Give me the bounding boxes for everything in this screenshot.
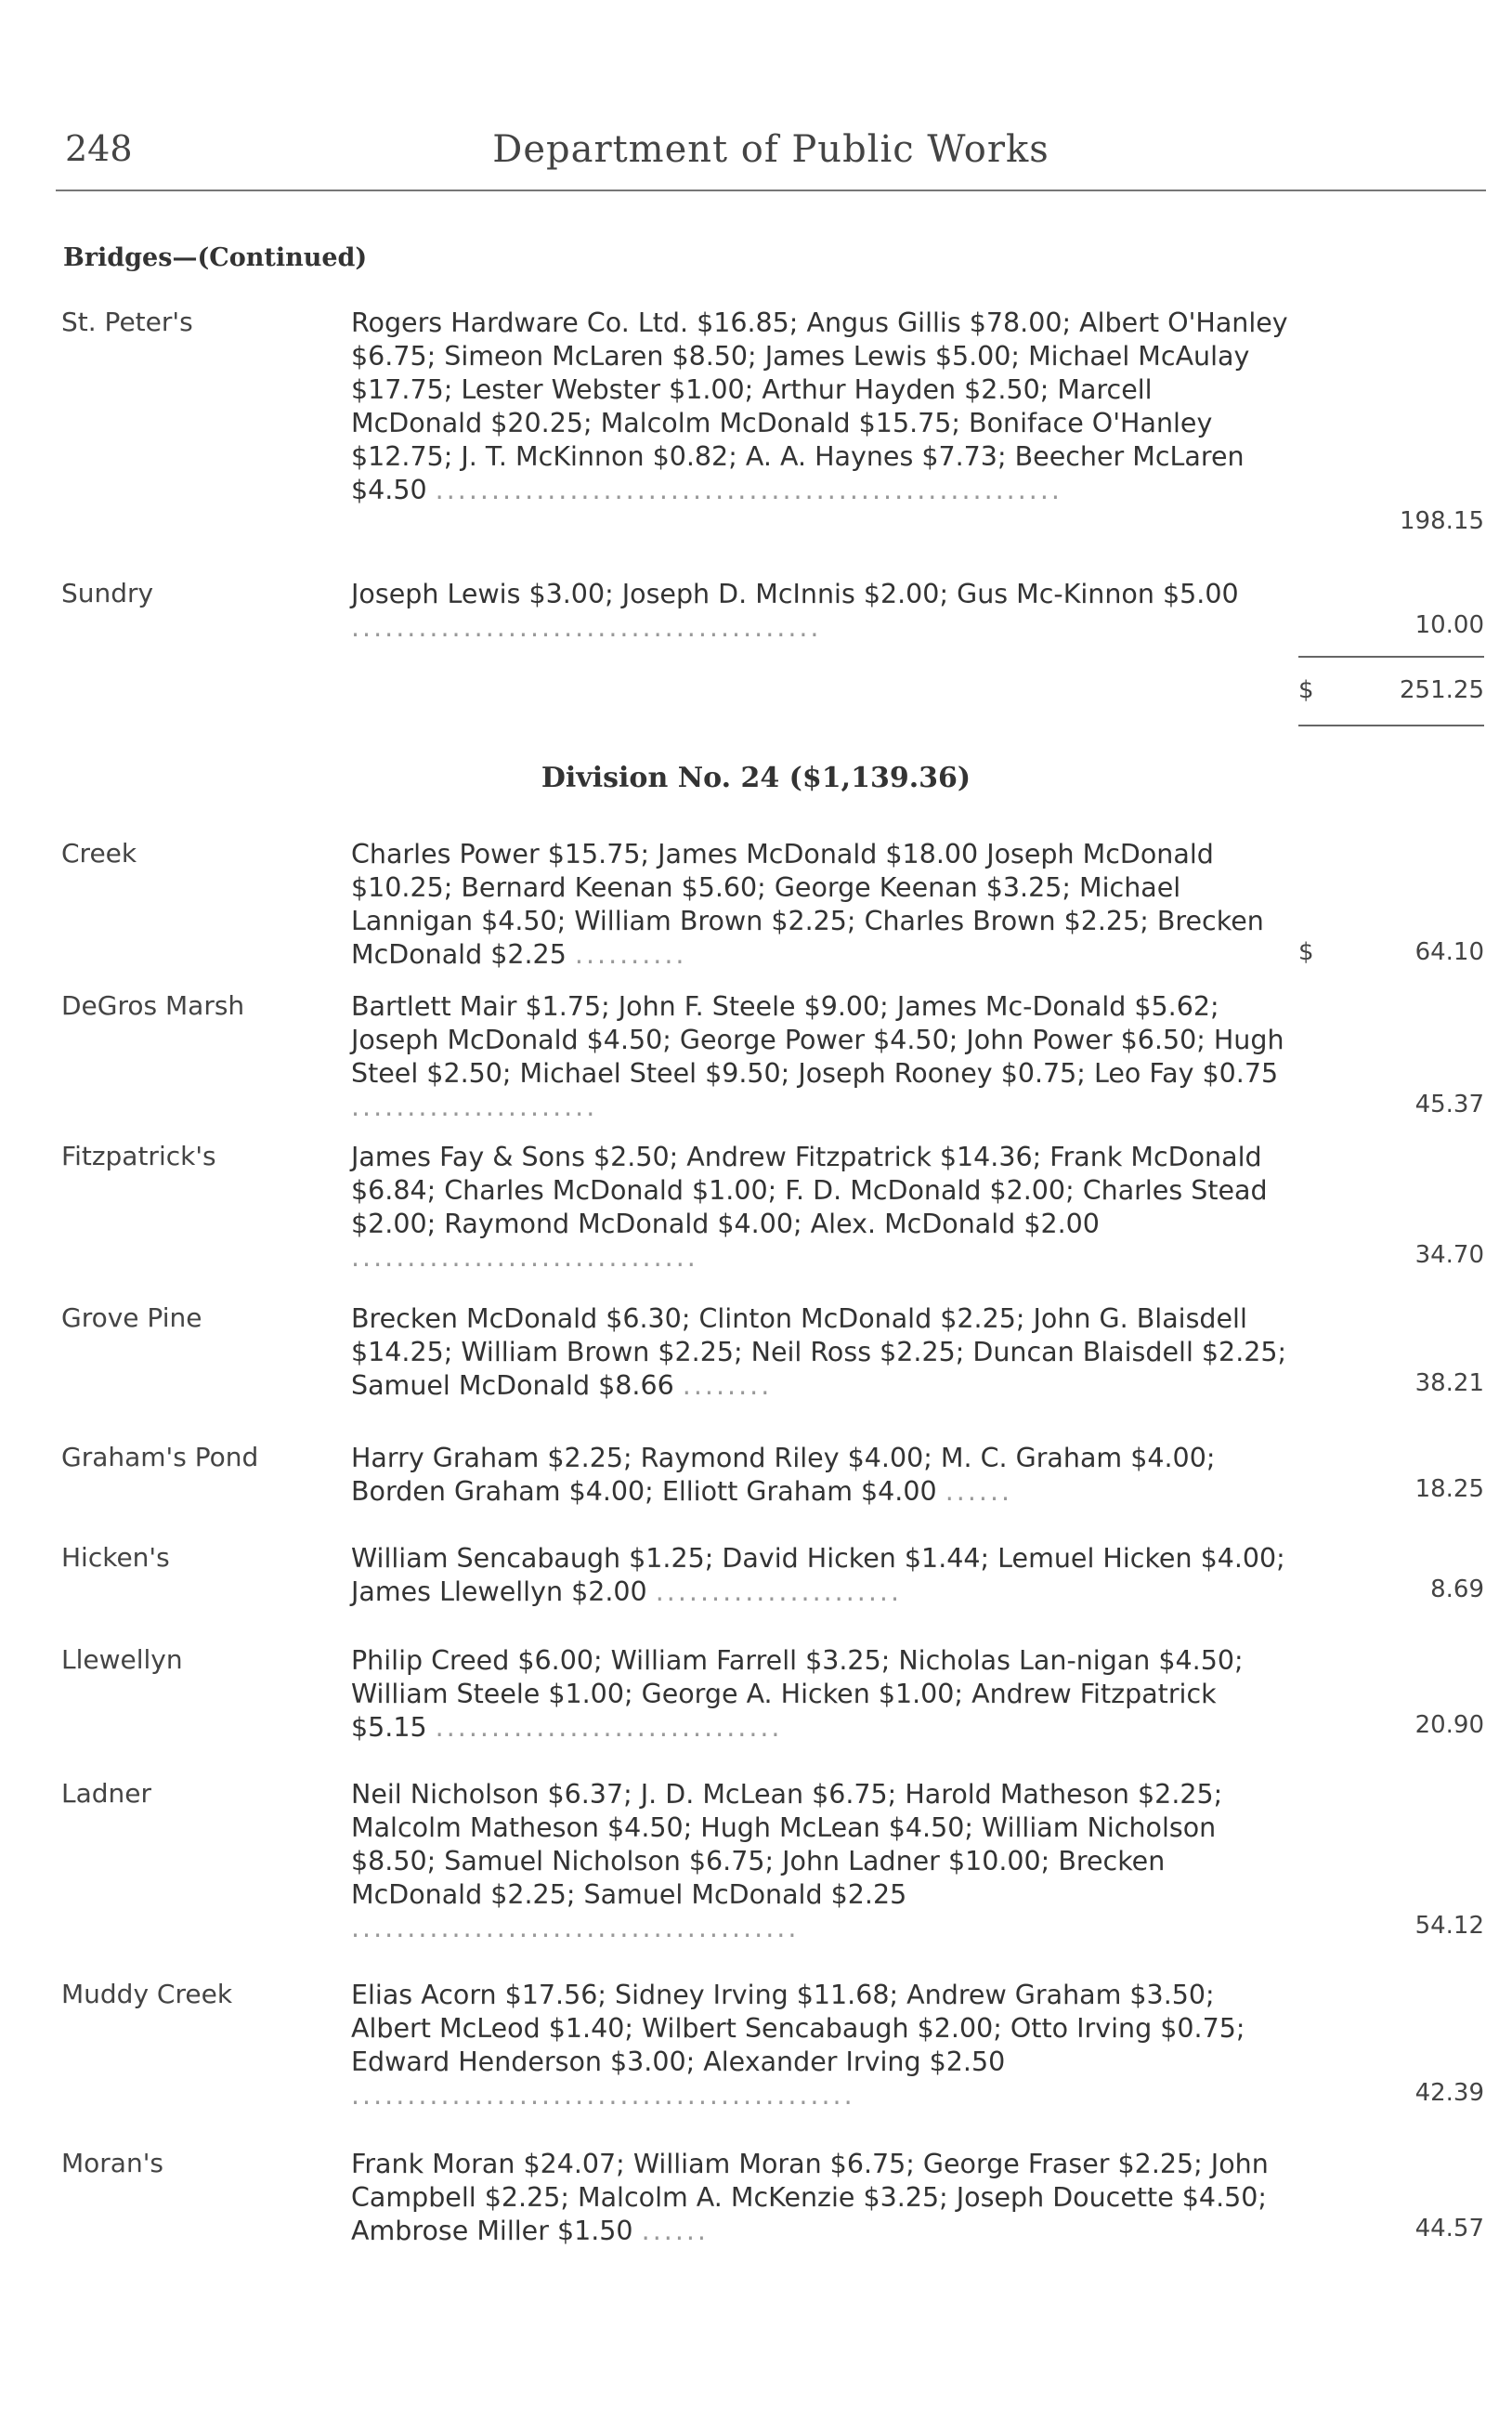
dot-leader: ........ bbox=[682, 1370, 773, 1401]
dot-leader: ............................... bbox=[351, 1242, 698, 1273]
entry-location: Muddy Creek bbox=[61, 1979, 233, 2009]
entry-amount: 64.10 bbox=[1414, 938, 1484, 966]
division-heading: Division No. 24 ($1,139.36) bbox=[541, 762, 971, 794]
entry-location: Grove Pine bbox=[61, 1302, 202, 1333]
entry-description: Frank Moran $24.07; William Moran $6.75; George Fraser $2.25; John Campbell $2.25; Malcolm A. McKenzie $3.25; Joseph Doucette $4.50; Ambrose Miller $1.50 ...... bbox=[351, 2149, 1269, 2246]
entry-currency: $ bbox=[1298, 938, 1314, 966]
entry-description: Neil Nicholson $6.37; J. D. McLean $6.75; Harold Matheson $2.25; Malcolm Matheson $4.50; Hugh McLean $4.50; William Nicholson $8.50; Samuel Nicholson $6.75; John Ladner $10.00; Brecken McDonald $2.25; Samuel McDonald $2.25 ........................................ bbox=[351, 1779, 1223, 1943]
entry-description: Brecken McDonald $6.30; Clinton McDonald $2.25; John G. Blaisdell $14.25; William Brown $2.25; Neil Ross $2.25; Duncan Blaisdell $2.25; Samuel McDonald $8.66 ........ bbox=[351, 1303, 1287, 1401]
entry-amount: 8.69 bbox=[1430, 1576, 1484, 1603]
bridges-total: 251.25 bbox=[1400, 676, 1484, 704]
entry-description: William Sencabaugh $1.25; David Hicken $1.44; Lemuel Hicken $4.00; James Llewellyn $2.00 ...................... bbox=[351, 1543, 1285, 1607]
entry-description: Charles Power $15.75; James McDonald $18.00 Joseph McDonald $10.25; Bernard Keenan $5.60; George Keenan $3.25; Michael Lannigan $4.50; William Brown $2.25; Charles Brown $2.25; Brecken McDonald $2.25 .......... bbox=[351, 839, 1264, 970]
page-number: 248 bbox=[65, 128, 133, 169]
entry-amount: 38.21 bbox=[1414, 1369, 1484, 1397]
entry-amount: 45.37 bbox=[1414, 1091, 1484, 1118]
entry-location: Sundry bbox=[61, 578, 154, 608]
entry-location: Hicken's bbox=[61, 1542, 170, 1573]
total-rule-bottom bbox=[1298, 725, 1484, 726]
entry-amount: 44.57 bbox=[1414, 2215, 1484, 2242]
entry-amount: 198.15 bbox=[1400, 507, 1484, 535]
entry-location: Creek bbox=[61, 838, 137, 869]
entry-location: Moran's bbox=[61, 2148, 163, 2178]
entry-amount: 18.25 bbox=[1414, 1475, 1484, 1503]
entry-location: Fitzpatrick's bbox=[61, 1141, 216, 1171]
page-header bbox=[56, 128, 1486, 175]
dot-leader: ........................................ bbox=[351, 1913, 800, 1943]
entry-amount: 42.39 bbox=[1414, 2079, 1484, 2107]
total-currency: $ bbox=[1298, 676, 1314, 704]
running-title: Department of Public Works bbox=[492, 128, 1049, 171]
entry-amount: 54.12 bbox=[1414, 1912, 1484, 1940]
dot-leader: ...................... bbox=[351, 1092, 598, 1122]
dot-leader: ...... bbox=[641, 2216, 709, 2246]
entry-amount: 34.70 bbox=[1414, 1241, 1484, 1269]
section-heading: Bridges—(Continued) bbox=[63, 243, 368, 272]
entry-location: DeGros Marsh bbox=[61, 990, 245, 1021]
entry-location: Llewellyn bbox=[61, 1644, 183, 1675]
entry-description: James Fay & Sons $2.50; Andrew Fitzpatrick $14.36; Frank McDonald $6.84; Charles McDonald $1.00; F. D. McDonald $2.00; Charles Stead $2.00; Raymond McDonald $4.00; Alex. McDonald $2.00 ............................... bbox=[351, 1142, 1268, 1273]
entry-description: Philip Creed $6.00; William Farrell $3.25; Nicholas Lan-nigan $4.50; William Steele $1.00; George A. Hicken $1.00; Andrew Fitzpatrick $5.15 ............................... bbox=[351, 1645, 1244, 1743]
entry-description: Elias Acorn $17.56; Sidney Irving $11.68; Andrew Graham $3.50; Albert McLeod $1.40; Wilbert Sencabaugh $2.00; Otto Irving $0.75; Edward Henderson $3.00; Alexander Irving $2.50 ............................................. bbox=[351, 1980, 1245, 2111]
dot-leader: ............................................. bbox=[351, 2080, 855, 2111]
dot-leader: ...................... bbox=[655, 1576, 903, 1607]
entry-description: Bartlett Mair $1.75; John F. Steele $9.00; James Mc-Donald $5.62; Joseph McDonald $4.50; George Power $4.50; John Power $6.50; Hugh Steel $2.50; Michael Steel $9.50; Joseph Rooney $0.75; Leo Fay $0.75 ...................... bbox=[351, 991, 1284, 1122]
entry-description: Rogers Hardware Co. Ltd. $16.85; Angus Gillis $78.00; Albert O'Hanley $6.75; Simeon McLaren $8.50; James Lewis $5.00; Michael McAulay $17.75; Lester Webster $1.00; Arthur Hayden $2.50; Marcell McDonald $20.25; Malcolm McDonald $15.75; Boniface O'Hanley $12.75; J. T. McKinnon $0.82; A. A. Haynes $7.73; Beecher McLaren $4.50 ........................................................ bbox=[351, 307, 1288, 505]
dot-leader: .......................................... bbox=[351, 612, 822, 643]
entry-location: Graham's Pond bbox=[61, 1442, 259, 1472]
entry-description: Joseph Lewis $3.00; Joseph D. McInnis $2.00; Gus Mc-Kinnon $5.00 .......................................... bbox=[351, 579, 1239, 643]
dot-leader: .......... bbox=[574, 939, 687, 970]
entry-amount: 10.00 bbox=[1414, 611, 1484, 639]
entry-location: Ladner bbox=[61, 1778, 152, 1809]
dot-leader: ........................................................ bbox=[435, 475, 1062, 505]
entry-amount: 20.90 bbox=[1414, 1711, 1484, 1739]
total-rule-top bbox=[1298, 656, 1484, 658]
entry-location: St. Peter's bbox=[61, 307, 193, 337]
entry-description: Harry Graham $2.25; Raymond Riley $4.00; M. C. Graham $4.00; Borden Graham $4.00; Elliott Graham $4.00 ...... bbox=[351, 1443, 1216, 1507]
dot-leader: ...... bbox=[945, 1476, 1013, 1507]
header-rule bbox=[56, 190, 1486, 191]
dot-leader: ............................... bbox=[435, 1712, 783, 1743]
